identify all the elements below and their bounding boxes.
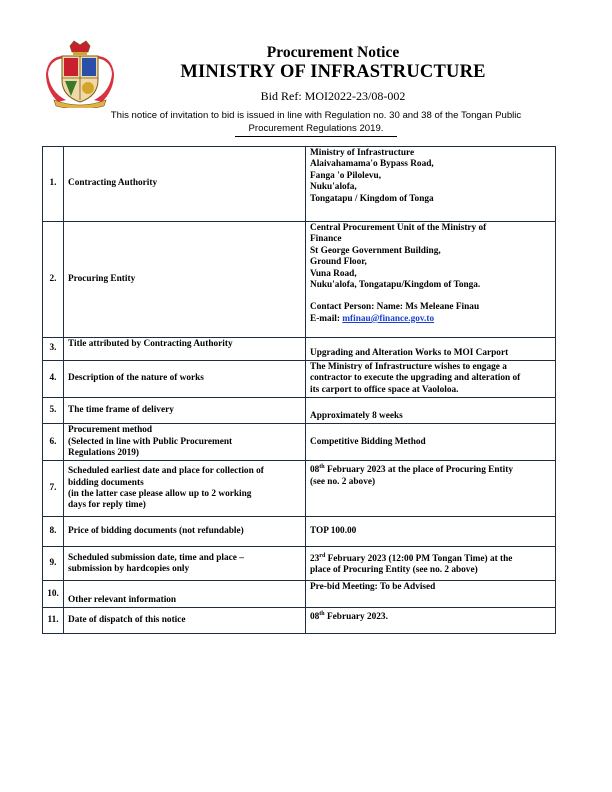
row-number: 11. xyxy=(43,608,64,634)
row-label: Price of bidding documents (not refundable) xyxy=(64,517,306,547)
table-row xyxy=(43,608,556,634)
row-label: Procurement method (Selected in line with Public Procurement Regulations 2019) xyxy=(64,424,306,461)
row-label: Title attributed by Contracting Authority xyxy=(64,338,306,361)
table-row xyxy=(43,147,556,222)
row-value: The Ministry of Infrastructure wishes to engage a contractor to execute the upgrading and alteration of its carport to office space at Vaololoa. xyxy=(306,361,556,398)
row-value: TOP 100.00 xyxy=(306,517,556,547)
table-row xyxy=(43,398,556,424)
ministry-name: MINISTRY OF INFRASTRUCTURE xyxy=(180,62,486,82)
table-row xyxy=(43,461,556,517)
intro-line-1: This notice of invitation to bid is issued in line with Regulation no. 30 and 38 of the Tongan Public xyxy=(110,110,522,121)
notice-table xyxy=(42,146,556,634)
intro-paragraph xyxy=(96,110,536,137)
bid-reference: Bid Ref: MOI2022-23/08-002 xyxy=(260,89,406,103)
row-label: The time frame of delivery xyxy=(64,398,306,424)
table-row xyxy=(43,361,556,398)
notice-title: Procurement Notice xyxy=(266,44,400,61)
row-label: Scheduled earliest date and place for collection of bidding documents (in the latter case please allow up to 2 working days for reply time) xyxy=(64,461,306,517)
contact-person: Contact Person: Name: Ms Meleane Finau xyxy=(310,302,480,313)
email-link[interactable]: mfinau@finance.gov.to xyxy=(342,313,435,324)
row-number: 4. xyxy=(43,361,64,398)
row-value: 23rd February 2023 (12:00 PM Tongan Time) at the place of Procuring Entity (see no. 2 above) xyxy=(306,547,556,581)
row-number: 1. xyxy=(43,147,64,222)
row-label: Description of the nature of works xyxy=(64,361,306,398)
row-number: 3. xyxy=(43,338,64,361)
row-number: 2. xyxy=(43,222,64,338)
row-label: Contracting Authority xyxy=(64,147,306,222)
table-row xyxy=(43,517,556,547)
row-value: 08th February 2023. xyxy=(306,608,556,634)
row-value: 08th February 2023 at the place of Procuring Entity (see no. 2 above) xyxy=(306,461,556,517)
row-number: 9. xyxy=(43,547,64,581)
row-label: Date of dispatch of this notice xyxy=(64,608,306,634)
row-number: 7. xyxy=(43,461,64,517)
table-row xyxy=(43,424,556,461)
row-value: Central Procurement Unit of the Ministry of Finance St George Government Building, Ground Floor, Vuna Road, Nuku'alofa, Tongatapu/Kingdom of Tonga. Contact Person: Name: Ms Meleane Finau E-mail: mfinau@finance.gov.to xyxy=(306,222,556,338)
email-label: E-mail: xyxy=(310,313,343,324)
table-row xyxy=(43,338,556,361)
row-value: Competitive Bidding Method xyxy=(306,424,556,461)
row-number: 8. xyxy=(43,517,64,547)
table-row xyxy=(43,547,556,581)
row-label: Other relevant information xyxy=(64,581,306,608)
row-number: 10. xyxy=(43,581,64,608)
row-label: Scheduled submission date, time and place – submission by hardcopies only xyxy=(64,547,306,581)
intro-line-2: Procurement Regulations 2019. xyxy=(235,123,398,138)
row-label: Procuring Entity xyxy=(64,222,306,338)
table-row xyxy=(43,581,556,608)
row-value: Pre-bid Meeting: To be Advised xyxy=(306,581,556,608)
row-value: Ministry of Infrastructure Alaivahamama'o Bypass Road, Fanga 'o Pilolevu, Nuku'alofa, Tongatapu / Kingdom of Tonga xyxy=(306,147,556,222)
row-number: 5. xyxy=(43,398,64,424)
row-value: Approximately 8 weeks xyxy=(306,398,556,424)
table-row xyxy=(43,222,556,338)
row-value: Upgrading and Alteration Works to MOI Carport xyxy=(306,338,556,361)
row-number: 6. xyxy=(43,424,64,461)
